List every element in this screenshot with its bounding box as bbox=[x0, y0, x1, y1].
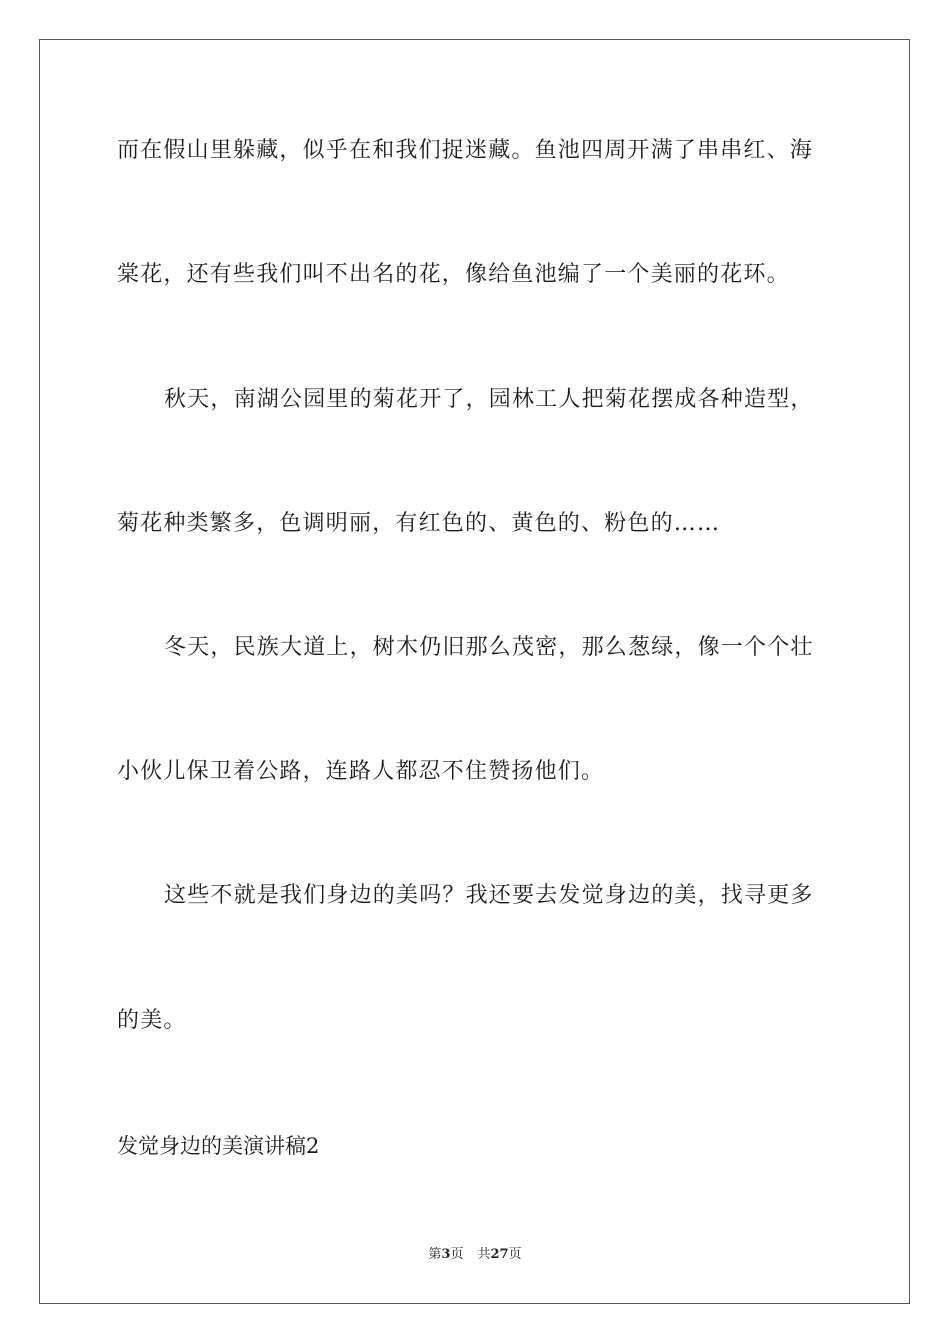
paragraph-line: 而在假山里躲藏，似乎在和我们捉迷藏。鱼池四周开满了串串红、海 bbox=[117, 138, 814, 163]
paragraph-line: 菊花种类繁多，色调明丽，有红色的、黄色的、粉色的…… bbox=[117, 511, 721, 536]
paragraph-line: 秋天，南湖公园里的菊花开了，园林工人把菊花摆成各种造型， bbox=[164, 387, 814, 412]
paragraph-line: 的美。 bbox=[117, 1008, 187, 1033]
total-suffix: 页 bbox=[508, 1247, 522, 1262]
paragraph-line: 棠花，还有些我们叫不出名的花，像给鱼池编了一个美丽的花环。 bbox=[117, 262, 790, 287]
total-pages: 27 bbox=[490, 1247, 509, 1262]
paragraph-line: 小伙儿保卫着公路，连路人都忍不住赞扬他们。 bbox=[117, 759, 605, 784]
section-heading: 发觉身边的美演讲稿2 bbox=[117, 1134, 320, 1158]
page-suffix: 页 bbox=[450, 1247, 464, 1262]
page-prefix: 第 bbox=[428, 1247, 442, 1262]
page-border bbox=[39, 39, 910, 1304]
paragraph-line: 冬天，民族大道上，树木仍旧那么茂密，那么葱绿，像一个个壮 bbox=[164, 635, 814, 660]
page-footer bbox=[0, 1246, 950, 1264]
page-number: 3 bbox=[441, 1247, 451, 1262]
total-prefix: 共 bbox=[477, 1247, 491, 1262]
paragraph-line: 这些不就是我们身边的美吗？我还要去发觉身边的美，找寻更多 bbox=[164, 883, 814, 908]
